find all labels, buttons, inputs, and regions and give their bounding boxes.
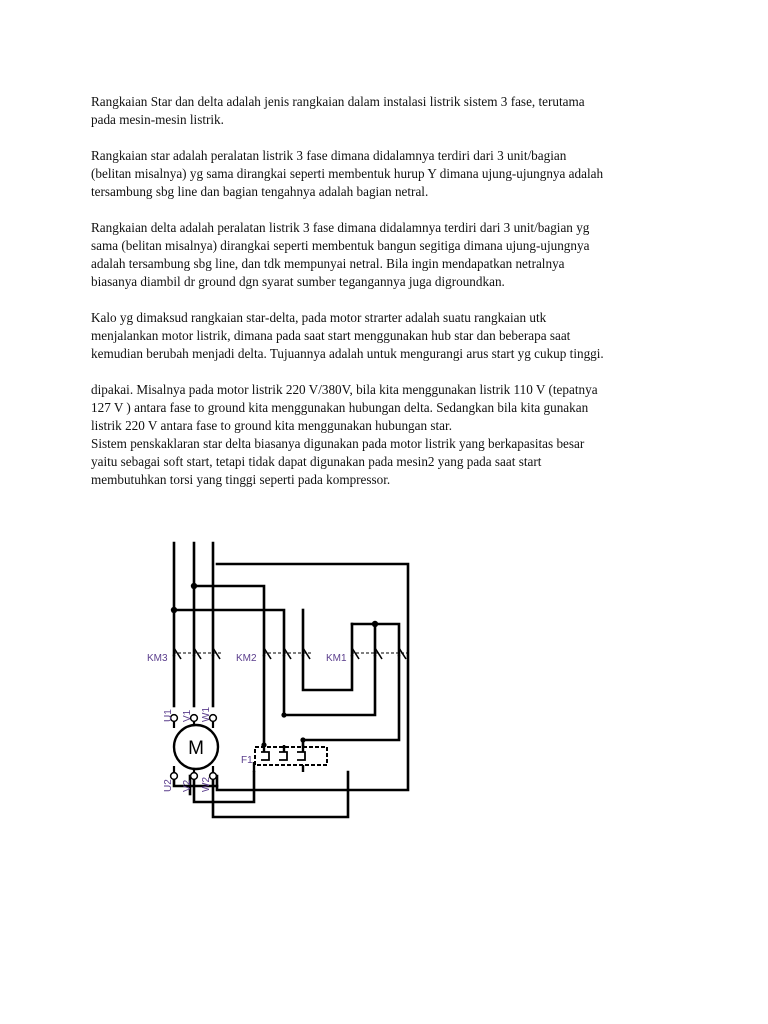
terminal-label-v1: V1 bbox=[182, 709, 193, 722]
contactor-label-km3: KM3 bbox=[147, 653, 168, 664]
fuse-label: F1 bbox=[241, 755, 253, 766]
paragraph-star: Rangkaian star adalah peralatan listrik 3 fase dimana didalamnya terdiri dari 3 unit/bagian (belitan misalnya) yg sama dirangkai seperti membentuk hurup Y dimana ujung-ujungnya adalah tersambung sbg line dan bagian tengahnya adalah bagian netral. bbox=[91, 148, 604, 199]
terminal-label-u1: U1 bbox=[163, 709, 174, 722]
paragraph-star-delta: Kalo yg dimaksud rangkaian star-delta, pada motor strarter adalah suatu rangkaian utk menjalankan motor listrik, dimana pada saat start menggunakan hub star dan beberapa saat kemudian berubah menjadi delta. Tujuannya adalah untuk mengurangi arus start yg cukup tinggi. bbox=[91, 310, 604, 361]
paragraph-intro: Rangkaian Star dan delta adalah jenis rangkaian dalam instalasi listrik sistem 3 fase, terutama pada mesin-mesin listrik. bbox=[91, 94, 585, 127]
contactor-label-km2: KM2 bbox=[236, 653, 257, 664]
motor-label: M bbox=[188, 738, 204, 759]
contactor-label-km1: KM1 bbox=[326, 653, 347, 664]
star-delta-wiring-diagram bbox=[137, 540, 421, 825]
paragraph-usage: dipakai. Misalnya pada motor listrik 220 V/380V, bila kita menggunakan listrik 110 V (tepatnya 127 V ) antara fase to ground kita menggunakan hubungan delta. Sedangkan bila kita gunakan listrik 220 V antara fase to ground kita menggunakan hubungan star. bbox=[91, 382, 598, 433]
fuse-f1 bbox=[241, 745, 327, 772]
document-text bbox=[91, 93, 691, 489]
terminal-label-u2: U2 bbox=[163, 779, 174, 792]
terminal-label-v2: V2 bbox=[182, 779, 193, 792]
paragraph-delta: Rangkaian delta adalah peralatan listrik 3 fase dimana didalamnya terdiri dari 3 unit/bagian yg sama (belitan misalnya) dirangkai seperti membentuk bangun segitiga dimana ujung-ujungnya adalah tersambung sbg line, dan tdk mempunyai netral. Bila ingin mendapatkan netralnya biasanya diambil dr ground dgn syarat sumber tegangannya juga digroundkan. bbox=[91, 220, 590, 289]
terminal-label-w2: W2 bbox=[201, 777, 212, 792]
terminal-label-w1: W1 bbox=[201, 707, 212, 722]
motor-symbol bbox=[174, 721, 218, 773]
paragraph-switching: Sistem penskaklaran star delta biasanya digunakan pada motor listrik yang berkapasitas besar yaitu sebagai soft start, tetapi tidak dapat digunakan pada mesin2 yang pada saat start membutuhkan torsi yang tinggi seperti pada kompressor. bbox=[91, 436, 585, 487]
